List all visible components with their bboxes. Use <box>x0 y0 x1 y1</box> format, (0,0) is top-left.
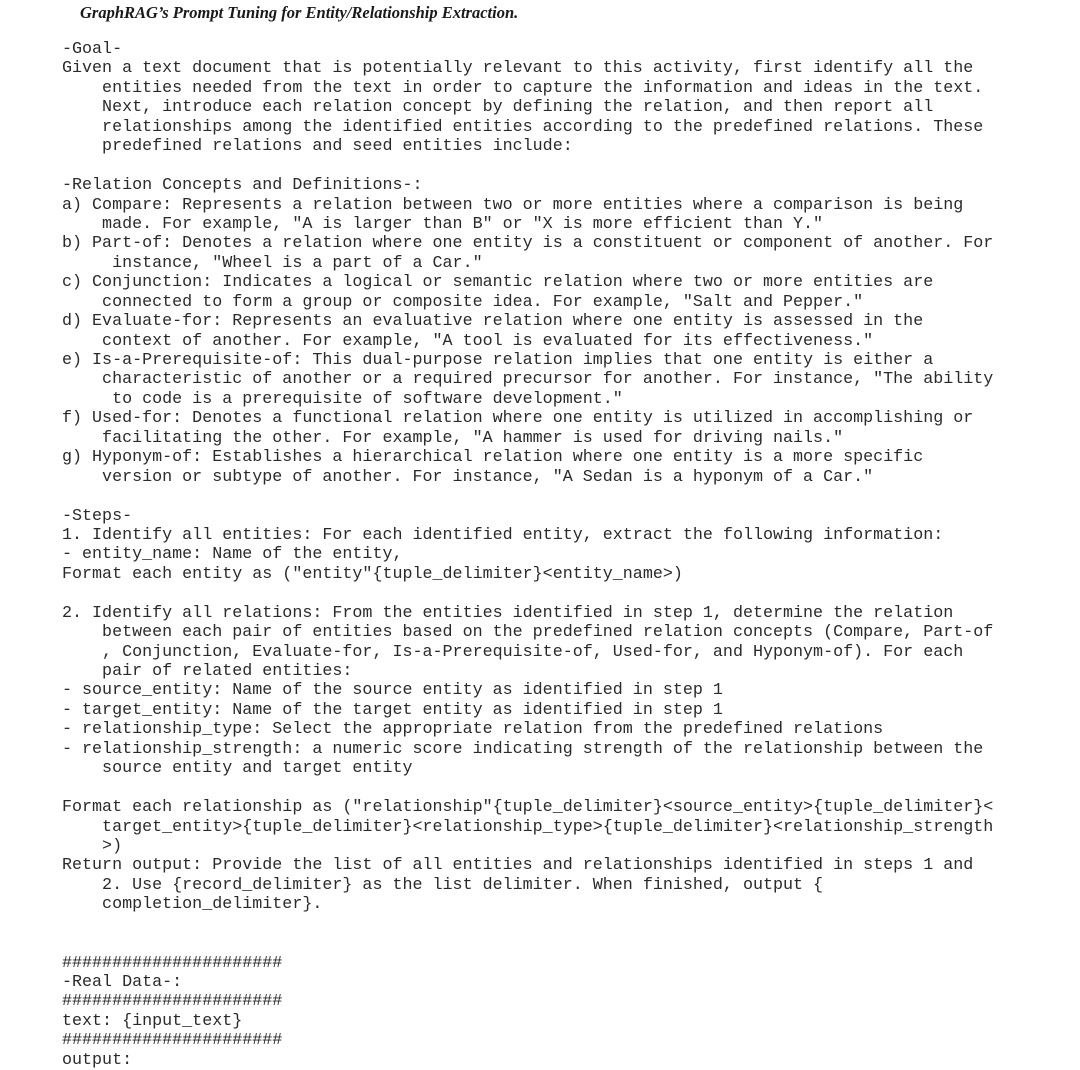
prompt-line: - relationship_strength: a numeric score indicating strength of the relationship between the <box>62 739 984 759</box>
prompt-line: >) <box>62 836 123 856</box>
prompt-line: -Goal- <box>62 40 123 59</box>
prompt-line: 2. Identify all relations: From the entities identified in step 1, determine the relation <box>62 603 954 623</box>
prompt-line: Format each entity as ("entity"{tuple_delimiter}<entity_name>) <box>62 564 683 584</box>
prompt-line: Next, introduce each relation concept by defining the relation, and then report all <box>62 98 934 118</box>
prompt-line: facilitating the other. For example, "A hammer is used for driving nails." <box>62 428 844 448</box>
prompt-line: completion_delimiter}. <box>62 895 323 915</box>
prompt-line: to code is a prerequisite of software development." <box>62 389 623 409</box>
prompt-line: - target_entity: Name of the target entity as identified in step 1 <box>62 700 723 720</box>
prompt-line: ###################### <box>62 1031 283 1051</box>
prompt-line: - relationship_type: Select the appropriate relation from the predefined relations <box>62 720 884 740</box>
prompt-line: target_entity>{tuple_delimiter}<relationship_type>{tuple_delimiter}<relationship_strength <box>62 817 994 837</box>
prompt-line: 1. Identify all entities: For each identified entity, extract the following information: <box>62 525 944 545</box>
prompt-line: ###################### <box>62 953 283 973</box>
prompt-line <box>62 779 993 798</box>
document-title: GraphRAG’s Prompt Tuning for Entity/Relationship Extraction. <box>80 3 519 22</box>
prompt-line: entities needed from the text in order to capture the information and ideas in the text. <box>62 78 984 98</box>
prompt-line: e) Is-a-Prerequisite-of: This dual-purpose relation implies that one entity is either a <box>62 351 934 370</box>
prompt-line: pair of related entities: <box>62 662 353 681</box>
prompt-line: relationships among the identified entities according to the predefined relations. These <box>62 117 984 137</box>
prompt-line: Given a text document that is potentially relevant to this activity, first identify all the <box>62 59 974 79</box>
prompt-line: text: {input_text} <box>62 1011 243 1031</box>
prompt-line <box>62 487 993 506</box>
prompt-line: -Real Data-: <box>62 973 183 992</box>
prompt-line <box>62 157 993 176</box>
prompt-line: f) Used-for: Denotes a functional relation where one entity is utilized in accomplishing or <box>62 409 974 429</box>
prompt-line: source entity and target entity <box>62 759 413 779</box>
prompt-line: , Conjunction, Evaluate-for, Is-a-Prerequisite-of, Used-for, and Hyponym-of). For each <box>62 642 964 662</box>
prompt-line: -Steps- <box>62 506 133 526</box>
prompt-line: context of another. For example, "A tool is evaluated for its effectiveness." <box>62 331 874 351</box>
prompt-line: a) Compare: Represents a relation between two or more entities where a comparison is being <box>62 195 964 215</box>
prompt-line: version or subtype of another. For instance, "A Sedan is a hyponym of a Car." <box>62 467 874 487</box>
prompt-line: Return output: Provide the list of all entities and relationships identified in steps 1 and <box>62 856 974 876</box>
prompt-line: characteristic of another or a required precursor for another. For instance, "The ability <box>62 370 994 390</box>
prompt-line: g) Hyponym-of: Establishes a hierarchical relation where one entity is a more specific <box>62 448 924 468</box>
prompt-line: made. For example, "A is larger than B" or "X is more efficient than Y." <box>62 214 824 234</box>
prompt-line: 2. Use {record_delimiter} as the list delimiter. When finished, output { <box>62 875 824 895</box>
prompt-line <box>62 934 993 953</box>
prompt-line: output: <box>62 1050 133 1070</box>
prompt-text-block <box>62 40 993 1070</box>
prompt-line: - source_entity: Name of the source entity as identified in step 1 <box>62 681 723 701</box>
prompt-line: -Relation Concepts and Definitions-: <box>62 176 423 196</box>
prompt-line <box>62 584 993 603</box>
prompt-line: - entity_name: Name of the entity, <box>62 545 403 565</box>
prompt-line: instance, "Wheel is a part of a Car." <box>62 253 483 273</box>
prompt-line: Format each relationship as ("relationship"{tuple_delimiter}<source_entity>{tuple_delimiter}< <box>62 798 994 818</box>
prompt-line <box>62 915 993 934</box>
prompt-line: between each pair of entities based on the predefined relation concepts (Compare, Part-of <box>62 623 994 643</box>
prompt-line: c) Conjunction: Indicates a logical or semantic relation where two or more entities are <box>62 273 934 293</box>
prompt-line: connected to form a group or composite idea. For example, "Salt and Pepper." <box>62 292 864 312</box>
prompt-line: d) Evaluate-for: Represents an evaluative relation where one entity is assessed in the <box>62 312 924 332</box>
prompt-line: ###################### <box>62 992 283 1012</box>
prompt-line: b) Part-of: Denotes a relation where one entity is a constituent or component of another. For <box>62 234 994 254</box>
prompt-line: predefined relations and seed entities include: <box>62 137 573 157</box>
